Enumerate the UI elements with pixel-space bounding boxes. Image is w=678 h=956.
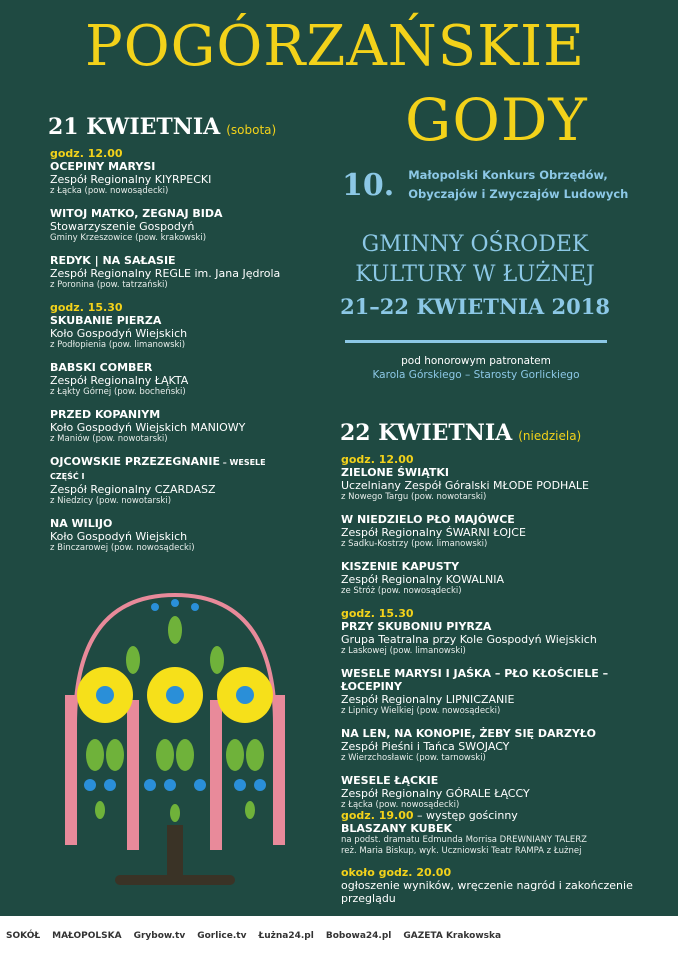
item-group: Stowarzyszenie Gospodyń bbox=[50, 220, 195, 233]
item-title bbox=[341, 513, 661, 526]
final-text: ogłoszenie wyników, wręczenie nagród i zakończenie przeglądu bbox=[341, 879, 633, 905]
day2-heading bbox=[340, 420, 581, 446]
program-item bbox=[50, 147, 290, 197]
item-place: Gminy Krzeszowice (pow. krakowski) bbox=[50, 233, 207, 243]
item-place: z Lipnicy Wielkiej (pow. nowosądecki) bbox=[341, 706, 501, 716]
program-item bbox=[341, 453, 661, 503]
item-group: Zespół Regionalny GÓRALE ŁĄCCY bbox=[341, 787, 530, 800]
day2-program bbox=[341, 453, 661, 821]
item-title-text: PRZY SKUBONIU PIYRZA bbox=[341, 620, 492, 633]
item-group: Zespół Regionalny KOWALNIA bbox=[341, 573, 504, 586]
item-place: z Podłopienia (pow. limanowski) bbox=[50, 340, 186, 350]
konkurs-line1: Małopolski Konkurs Obrzędów, bbox=[408, 168, 608, 182]
item-time: godz. 15.30 bbox=[50, 301, 123, 314]
item-group: Zespół Regionalny ŚWARNI ŁOJCE bbox=[341, 526, 526, 539]
sponsor-logo: GAZETA Krakowska bbox=[403, 931, 502, 941]
program-item bbox=[50, 408, 290, 445]
program-item bbox=[341, 607, 661, 657]
sponsor-logo: Bobowa24.pl bbox=[325, 931, 392, 941]
item-title-text: OCEPINY MARYSI bbox=[50, 160, 156, 173]
item-title-text: BABSKI COMBER bbox=[50, 361, 153, 374]
guest-time: godz. 19.00 bbox=[341, 809, 414, 822]
day2-weekday: (niedziela) bbox=[518, 429, 582, 443]
venue-line2: KULTURY W ŁUŻNEJ bbox=[355, 262, 595, 287]
sponsor-logo: Łużna24.pl bbox=[258, 931, 314, 941]
program-item bbox=[341, 727, 661, 764]
item-title-text: PRZED KOPANIYM bbox=[50, 408, 161, 421]
guest-line2: reż. Maria Biskup, wyk. Uczniowski Teatr RAMPA z Łużnej bbox=[341, 846, 582, 856]
program-item bbox=[341, 774, 661, 811]
item-title-text: WESELE ŁĄCKIE bbox=[341, 774, 439, 787]
item-title-text: WITOJ MATKO, ZEGNAJ BIDA bbox=[50, 207, 223, 220]
final-time: około godz. 20.00 bbox=[341, 866, 452, 879]
item-group: Zespół Regionalny ŁĄKTA bbox=[50, 374, 189, 387]
venue-line1: GMINNY OŚRODEK bbox=[361, 232, 589, 257]
item-place: z Maniów (pow. nowotarski) bbox=[50, 434, 168, 444]
item-time: godz. 12.00 bbox=[341, 453, 414, 466]
folk-flower-ornament bbox=[55, 585, 295, 905]
item-title-text: W NIEDZIELO PŁO MAJÓWCE bbox=[341, 513, 515, 526]
sponsor-logo: Gorlice.tv bbox=[197, 931, 247, 941]
item-place: z Sadku-Kostrzy (pow. limanowski) bbox=[341, 539, 488, 549]
patronage-line1: pod honorowym patronatem bbox=[401, 355, 551, 367]
guest-title: BLASZANY KUBEK bbox=[341, 822, 453, 835]
item-title bbox=[50, 207, 290, 220]
title-line1: POGÓRZAŃSKIE bbox=[85, 14, 585, 79]
guest-performance bbox=[341, 809, 661, 857]
divider-line bbox=[345, 340, 607, 343]
program-item bbox=[50, 301, 290, 351]
item-title-text: REDYK | NA SAŁASIE bbox=[50, 254, 176, 267]
sponsor-logo: MAŁOPOLSKA bbox=[52, 931, 122, 941]
item-title bbox=[50, 160, 290, 173]
day2-date: 22 KWIETNIA bbox=[340, 420, 513, 446]
guest-time-extra: – występ gościnny bbox=[413, 809, 518, 822]
patronage bbox=[345, 354, 607, 382]
patronage-line2: Karola Górskiego – Starosty Gorlickiego bbox=[372, 369, 580, 381]
item-title bbox=[341, 667, 661, 693]
item-title bbox=[50, 254, 290, 267]
item-group: Zespół Regionalny REGLE im. Jana Jędrola bbox=[50, 267, 281, 280]
item-place: z Nowego Targu (pow. nowotarski) bbox=[341, 492, 487, 502]
sponsor-logo: Grybow.tv bbox=[133, 931, 186, 941]
day1-weekday: (sobota) bbox=[226, 123, 277, 137]
item-title bbox=[50, 361, 290, 374]
item-place: z Binczarowej (pow. nowosądecki) bbox=[50, 543, 195, 553]
item-title bbox=[50, 408, 290, 421]
item-group: Grupa Teatralna przy Kole Gospodyń Wiejskich bbox=[341, 633, 597, 646]
item-title bbox=[341, 620, 661, 633]
title-line2: GODY bbox=[405, 86, 588, 154]
final-event bbox=[341, 866, 671, 905]
program-item bbox=[50, 517, 290, 554]
item-title-text: NA WILIJO bbox=[50, 517, 113, 530]
venue-dates: 21–22 KWIETNIA 2018 bbox=[340, 294, 610, 319]
item-title-extra: – WESELE CZĘŚĆ I bbox=[50, 458, 266, 481]
item-title-text: SKUBANIE PIERZA bbox=[50, 314, 162, 327]
item-title bbox=[50, 517, 290, 530]
item-title bbox=[341, 560, 661, 573]
item-place: z Niedzicy (pow. nowotarski) bbox=[50, 496, 172, 506]
day1-program bbox=[50, 147, 290, 564]
item-place: z Laskowej (pow. limanowski) bbox=[341, 646, 466, 656]
guest-line1: na podst. dramatu Edmunda Morrisa DREWNIANY TALERZ bbox=[341, 835, 588, 845]
item-group: Koło Gospodyń Wiejskich MANIOWY bbox=[50, 421, 246, 434]
program-item bbox=[341, 667, 661, 717]
item-title bbox=[50, 314, 290, 327]
item-place: z Łąkty Górnej (pow. bocheński) bbox=[50, 387, 186, 397]
program-item bbox=[50, 254, 290, 291]
item-time: godz. 12.00 bbox=[50, 147, 123, 160]
item-title bbox=[50, 455, 290, 483]
item-group: Zespół Regionalny CZARDASZ bbox=[50, 483, 216, 496]
program-item bbox=[341, 513, 661, 550]
item-place: ze Stróż (pow. nowosądecki) bbox=[341, 586, 462, 596]
day1-date: 21 KWIETNIA bbox=[48, 114, 221, 140]
sponsor-logo: SOKÓŁ bbox=[6, 931, 41, 941]
item-group: Uczelniany Zespół Góralski MŁODE PODHALE bbox=[341, 479, 589, 492]
item-place: z Łącka (pow. nowosądecki) bbox=[50, 186, 169, 196]
item-group: Zespół Regionalny KIYRPECKI bbox=[50, 173, 212, 186]
item-title bbox=[341, 774, 661, 787]
program-item bbox=[50, 361, 290, 398]
sponsor-footer bbox=[0, 916, 678, 956]
item-group: Zespół Pieśni i Tańca SWOJACY bbox=[341, 740, 510, 753]
konkurs-line2: Obyczajów i Zwyczajów Ludowych bbox=[408, 187, 629, 201]
item-place: z Łącka (pow. nowosądecki) bbox=[341, 800, 460, 810]
program-item bbox=[50, 207, 290, 244]
item-title-text: KISZENIE KAPUSTY bbox=[341, 560, 460, 573]
item-group: Koło Gospodyń Wiejskich bbox=[50, 530, 188, 543]
item-time: godz. 15.30 bbox=[341, 607, 414, 620]
program-item bbox=[341, 560, 661, 597]
item-title-text: NA LEN, NA KONOPIE, ŻEBY SIĘ DARZYŁO bbox=[341, 727, 596, 740]
item-title-text: ZIELONE ŚWIĄTKI bbox=[341, 466, 450, 479]
item-place: z Wierzchosławic (pow. tarnowski) bbox=[341, 753, 486, 763]
item-title-text: WESELE MARYSI I JAŚKA – PŁO KŁOŚCIELE – ŁOCEPINY bbox=[341, 667, 609, 693]
item-title-text: OJCOWSKIE PRZEZEGNANIE bbox=[50, 455, 220, 468]
item-group: Zespół Regionalny LIPNICZANIE bbox=[341, 693, 515, 706]
item-group: Koło Gospodyń Wiejskich bbox=[50, 327, 188, 340]
item-place: z Poronina (pow. tatrzański) bbox=[50, 280, 168, 290]
konkurs-info bbox=[342, 166, 628, 204]
item-title bbox=[341, 727, 661, 740]
konkurs-number: 10. bbox=[342, 167, 395, 203]
program-item bbox=[50, 455, 290, 507]
day1-heading bbox=[48, 114, 276, 140]
item-title bbox=[341, 466, 661, 479]
